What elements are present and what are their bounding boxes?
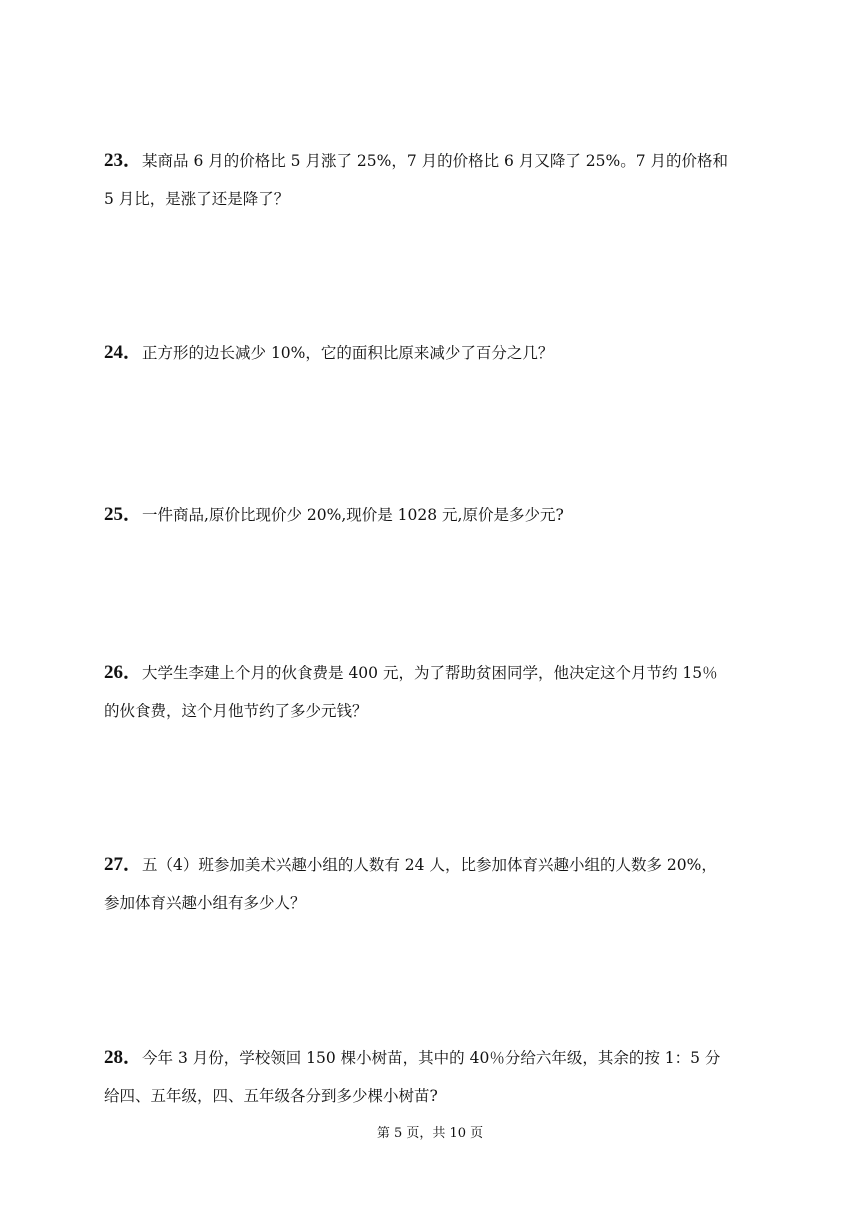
question-24-text-1: 正方形的边长减少 10%，它的面积比原来减少了百分之几？	[142, 344, 554, 362]
question-23-number: 23．	[104, 150, 143, 171]
question-24-line-1	[104, 334, 764, 372]
question-23-text-2: 5 月比，是涨了还是降了？	[104, 190, 290, 208]
question-23-line-1	[104, 142, 764, 180]
question-27-line-1	[104, 846, 764, 884]
question-27-number: 27．	[104, 854, 143, 875]
question-26	[104, 654, 764, 730]
question-23-text-1: 某商品 6 月的价格比 5 月涨了 25%，7 月的价格比 6 月又降了 25%。7 月的价格和	[142, 152, 728, 170]
question-27	[104, 846, 764, 922]
question-28-text-1: 今年 3 月份，学校领回 150 棵小树苗，其中的 40％分给六年级，其余的按 1：5 分	[142, 1049, 721, 1067]
question-28-line-1	[104, 1039, 764, 1077]
page-footer: 第 5 页，共 10 页	[376, 1126, 484, 1141]
question-26-text-2: 的伙食费，这个月他节约了多少元钱？	[104, 702, 368, 720]
question-26-line-1	[104, 654, 764, 692]
question-25-line-1	[104, 496, 764, 534]
question-28-text-2: 给四、五年级，四、五年级各分到多少棵小树苗?	[104, 1087, 438, 1105]
question-27-text-1: 五（4）班参加美术兴趣小组的人数有 24 人，比参加体育兴趣小组的人数多 20%，	[142, 856, 717, 874]
question-28-number: 28．	[104, 1047, 143, 1068]
question-25-number: 25．	[104, 504, 143, 525]
question-25	[104, 496, 764, 534]
question-24	[104, 334, 764, 372]
question-27-text-2: 参加体育兴趣小组有多少人？	[104, 894, 306, 912]
question-26-number: 26．	[104, 662, 143, 683]
question-26-text-1: 大学生李建上个月的伙食费是 400 元，为了帮助贫困同学，他决定这个月节约 15％	[142, 664, 718, 682]
question-24-number: 24．	[104, 342, 143, 363]
question-28	[104, 1039, 764, 1115]
question-23	[104, 142, 764, 218]
question-25-text-1: 一件商品,原价比现价少 20%,现价是 1028 元,原价是多少元?	[142, 506, 564, 524]
